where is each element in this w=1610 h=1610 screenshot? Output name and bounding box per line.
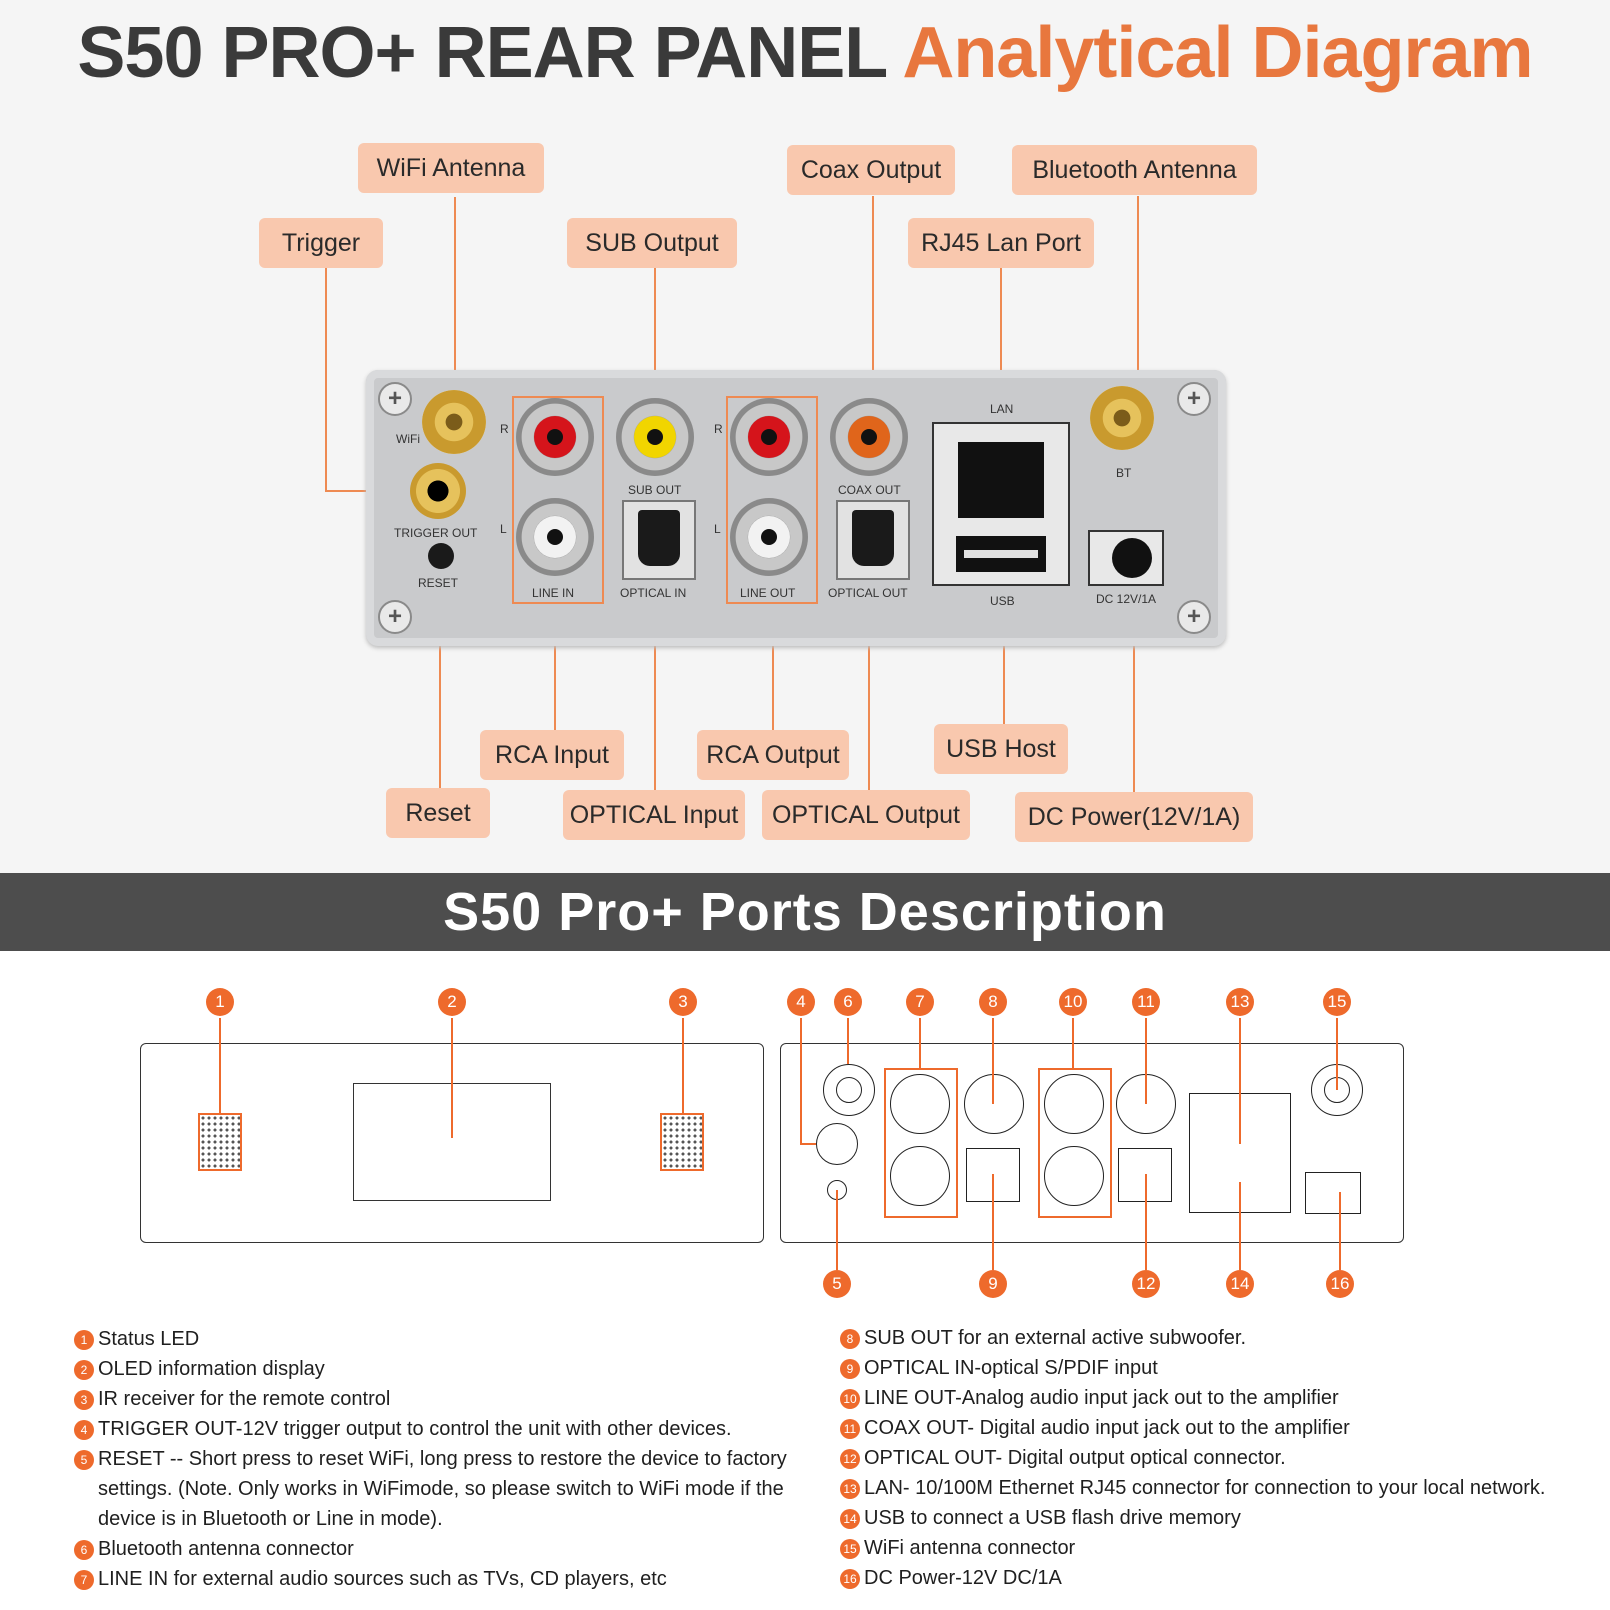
marker-16: 16	[1326, 1270, 1354, 1298]
legend-text: COAX OUT- Digital audio input jack out to the amplifier	[864, 1417, 1350, 1439]
legend-badge: 15	[840, 1539, 860, 1559]
legend-text: Status LED	[98, 1328, 200, 1350]
marker-line-2	[451, 1018, 453, 1138]
legend-item	[840, 1503, 1545, 1533]
marker-line-9	[992, 1174, 994, 1270]
marker-6: 6	[834, 988, 862, 1016]
marker-13: 13	[1226, 988, 1254, 1016]
callout-optical-input: OPTICAL Input	[563, 790, 745, 840]
legend-text: LAN- 10/100M Ethernet RJ45 connector for connection to your local network.	[864, 1477, 1546, 1499]
marker-14: 14	[1226, 1270, 1254, 1298]
line-out-r-jack	[730, 398, 808, 476]
marker-line-3	[682, 1018, 684, 1113]
legend-item	[840, 1443, 1545, 1473]
legend-badge: 3	[74, 1390, 94, 1410]
marker-line-12	[1145, 1174, 1147, 1270]
marker-8: 8	[979, 988, 1007, 1016]
line-in-l-jack	[516, 498, 594, 576]
label-r2: R	[714, 422, 723, 436]
callout-coax-output: Coax Output	[787, 145, 955, 195]
title-main: S50 PRO+ REAR PANEL	[77, 13, 886, 93]
label-wifi: WiFi	[396, 432, 420, 446]
label-l1: L	[500, 522, 507, 536]
callout-usb-host: USB Host	[934, 724, 1068, 774]
legend-text: OLED information display	[98, 1358, 325, 1380]
legend-item	[840, 1473, 1545, 1503]
line-in-r-symbol	[890, 1074, 950, 1134]
callout-reset: Reset	[386, 788, 490, 838]
legend-text: WiFi antenna connector	[864, 1537, 1076, 1559]
marker-3: 3	[669, 988, 697, 1016]
ir-receiver	[660, 1113, 704, 1171]
lan-usb-frame	[932, 422, 1070, 586]
legend-item	[840, 1533, 1545, 1563]
screw-icon: +	[1177, 382, 1211, 416]
marker-line-6	[847, 1018, 849, 1064]
legend-badge: 1	[74, 1330, 94, 1350]
callout-wifi-antenna: WiFi Antenna	[358, 143, 544, 193]
marker-line-8	[992, 1018, 994, 1104]
marker-10: 10	[1059, 988, 1087, 1016]
marker-line-1	[219, 1018, 221, 1113]
status-led	[198, 1113, 242, 1171]
label-usb: USB	[990, 594, 1015, 608]
legend-item	[840, 1383, 1545, 1413]
legend-badge: 14	[840, 1509, 860, 1529]
marker-line-10	[1072, 1018, 1074, 1068]
line-in-l-symbol	[890, 1146, 950, 1206]
marker-11: 11	[1132, 988, 1160, 1016]
legend-badge: 6	[74, 1540, 94, 1560]
legend-item	[840, 1353, 1545, 1383]
marker-5: 5	[823, 1270, 851, 1298]
legend-continuation: device is in Bluetooth or Line in mode).	[98, 1508, 443, 1530]
bt-antenna-symbol-inner	[836, 1077, 862, 1103]
line-in-r-jack	[516, 398, 594, 476]
legend-right	[840, 1323, 1545, 1593]
dc-symbol	[1305, 1172, 1361, 1214]
legend-item	[840, 1413, 1545, 1443]
marker-12: 12	[1132, 1270, 1160, 1298]
marker-9: 9	[979, 1270, 1007, 1298]
bt-antenna-connector	[1090, 386, 1154, 450]
legend-badge: 7	[74, 1570, 94, 1590]
marker-line-15	[1336, 1018, 1338, 1090]
label-r1: R	[500, 422, 509, 436]
legend-item	[74, 1354, 787, 1384]
marker-line-11	[1145, 1018, 1147, 1104]
legend-badge: 9	[840, 1359, 860, 1379]
title-accent: Analytical Diagram	[902, 13, 1533, 93]
marker-1: 1	[206, 988, 234, 1016]
line-out-l-jack	[730, 498, 808, 576]
legend-badge: 11	[840, 1419, 860, 1439]
callout-rca-input: RCA Input	[480, 730, 624, 780]
callout-trigger: Trigger	[259, 218, 383, 268]
label-line-in: LINE IN	[532, 586, 575, 600]
coax-out-jack	[830, 398, 908, 476]
marker-line-14	[1239, 1182, 1241, 1270]
legend-text: DC Power-12V DC/1A	[864, 1567, 1062, 1589]
callout-sub-output: SUB Output	[567, 218, 737, 268]
legend-text: OPTICAL OUT- Digital output optical connector.	[864, 1447, 1286, 1469]
line-out-r-symbol	[1044, 1074, 1104, 1134]
rj45-port	[958, 442, 1044, 518]
sub-out-jack	[616, 398, 694, 476]
line-out-l-symbol	[1044, 1146, 1104, 1206]
usb-port	[956, 536, 1046, 572]
legend-badge: 4	[74, 1420, 94, 1440]
marker-line-4	[800, 1018, 802, 1144]
reset-button[interactable]	[428, 543, 454, 569]
legend-badge: 8	[840, 1329, 860, 1349]
marker-line-5	[836, 1190, 838, 1270]
legend-badge: 12	[840, 1449, 860, 1469]
legend-item	[74, 1564, 787, 1594]
callout-rca-output: RCA Output	[697, 730, 849, 780]
marker-4: 4	[787, 988, 815, 1016]
marker-2: 2	[438, 988, 466, 1016]
legend-item	[840, 1323, 1545, 1353]
screw-icon: +	[378, 600, 412, 634]
legend-item	[840, 1563, 1545, 1593]
legend-text: TRIGGER OUT-12V trigger output to control the unit with other devices.	[98, 1418, 732, 1440]
dc-jack	[1088, 530, 1164, 586]
screw-icon: +	[1177, 600, 1211, 634]
screw-icon: +	[378, 382, 412, 416]
legend-item	[74, 1534, 787, 1564]
label-reset: RESET	[418, 576, 459, 590]
legend-text: USB to connect a USB flash drive memory	[864, 1507, 1241, 1529]
legend-item	[74, 1324, 787, 1354]
optical-out-port	[836, 500, 910, 580]
legend-badge: 13	[840, 1479, 860, 1499]
legend-text: IR receiver for the remote control	[98, 1388, 391, 1410]
legend-item	[74, 1444, 787, 1474]
marker-15: 15	[1323, 988, 1351, 1016]
legend-item	[74, 1414, 787, 1444]
legend-badge: 16	[840, 1569, 860, 1589]
label-lan: LAN	[990, 402, 1014, 416]
rear-panel	[366, 370, 1226, 646]
page-title	[0, 12, 1610, 94]
legend-text: SUB OUT for an external active subwoofer.	[864, 1327, 1247, 1349]
section-bar: S50 Pro+ Ports Description	[0, 873, 1610, 951]
optical-in-port	[622, 500, 696, 580]
legend-badge: 2	[74, 1360, 94, 1380]
label-coax-out: COAX OUT	[838, 483, 901, 497]
label-trigger-out: TRIGGER OUT	[394, 526, 478, 540]
callout-optical-output: OPTICAL Output	[762, 790, 970, 840]
label-l2: L	[714, 522, 721, 536]
legend-continuation: settings. (Note. Only works in WiFimode, so please switch to WiFi mode if the	[98, 1478, 784, 1500]
label-sub-out: SUB OUT	[628, 483, 682, 497]
legend-badge: 10	[840, 1389, 860, 1409]
label-optical-out: OPTICAL OUT	[828, 586, 908, 600]
marker-line-7	[919, 1018, 921, 1068]
trigger-out-symbol	[816, 1123, 858, 1165]
label-optical-in: OPTICAL IN	[620, 586, 687, 600]
label-line-out: LINE OUT	[740, 586, 796, 600]
marker-line-16	[1339, 1192, 1341, 1270]
leader-trigger	[325, 268, 327, 490]
label-bt: BT	[1116, 466, 1132, 480]
callout-rj45: RJ45 Lan Port	[908, 218, 1094, 268]
label-dc: DC 12V/1A	[1096, 592, 1157, 606]
legend-text: LINE OUT-Analog audio input jack out to the amplifier	[864, 1387, 1339, 1409]
legend-item	[74, 1384, 787, 1414]
legend-text: Bluetooth antenna connector	[98, 1538, 354, 1560]
legend-text: OPTICAL IN-optical S/PDIF input	[864, 1357, 1158, 1379]
sub-out-symbol	[964, 1074, 1024, 1134]
trigger-out-jack	[410, 463, 466, 519]
marker-7: 7	[906, 988, 934, 1016]
legend-left	[74, 1324, 787, 1594]
marker-line-13	[1239, 1018, 1241, 1144]
legend-text: LINE IN for external audio sources such as TVs, CD players, etc	[98, 1568, 667, 1590]
callout-bluetooth-antenna: Bluetooth Antenna	[1012, 145, 1257, 195]
callout-dc-power: DC Power(12V/1A)	[1015, 792, 1253, 842]
legend-badge: 5	[74, 1450, 94, 1470]
legend-text: RESET -- Short press to reset WiFi, long press to restore the device to factory	[98, 1448, 787, 1470]
marker-line-4h	[800, 1143, 816, 1145]
wifi-antenna-connector	[422, 390, 486, 454]
